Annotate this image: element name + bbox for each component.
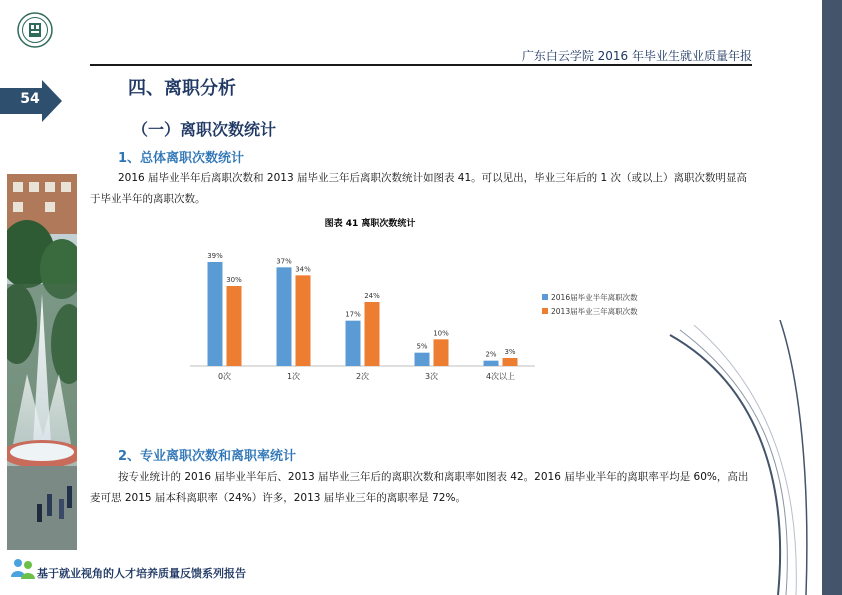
decorative-swoosh-lines: [660, 320, 822, 595]
category-label: 0次: [217, 372, 232, 381]
bar-2016-3: [415, 353, 430, 366]
data-label: 24%: [364, 292, 380, 300]
subsection-heading: （一）离职次数统计: [132, 120, 277, 139]
data-label: 34%: [295, 265, 311, 274]
people-icon: [10, 557, 36, 581]
chart-title: 图表 41 离职次数统计: [324, 219, 416, 229]
school-seal-logo: [17, 12, 53, 48]
header-rule: [90, 64, 752, 66]
bar-2013-1: [296, 275, 311, 366]
page-number: 54: [20, 91, 40, 107]
part1-heading: 1、总体离职次数统计: [118, 151, 245, 166]
data-label: 10%: [433, 329, 449, 338]
bar-2013-0: [227, 286, 242, 366]
legend-label: 2013届毕业三年离职次数: [551, 307, 638, 316]
report-title: 广东白云学院 2016 年毕业生就业质量年报: [521, 49, 752, 63]
footer-text: 基于就业视角的人才培养质量反馈系列报告: [37, 567, 246, 580]
bar-2016-1: [277, 267, 292, 366]
data-label: 2%: [485, 350, 497, 359]
data-label: 37%: [276, 257, 292, 266]
bar-2016-4: [484, 361, 499, 366]
data-label: 5%: [416, 342, 428, 351]
campus-fountain-photo: [7, 174, 77, 550]
category-label: 4次以上: [485, 372, 516, 381]
category-label: 1次: [286, 372, 301, 381]
data-label: 30%: [226, 276, 242, 284]
legend-label: 2016届毕业半年离职次数: [551, 293, 638, 302]
bar-2013-2: [365, 302, 380, 366]
turnover-count-bar-chart: [180, 228, 700, 390]
data-label: 39%: [207, 252, 223, 260]
data-label: 3%: [504, 348, 516, 356]
category-label: 2次: [355, 372, 370, 381]
section-heading: 四、离职分析: [128, 78, 236, 99]
part1-paragraph: 2016 届毕业半年后离职次数和 2013 届毕业三年后离职次数统计如图表 41。可以见出，毕业三年后的 1 次（或以上）离职次数明显高于毕业半年的离职次数。: [90, 172, 748, 205]
right-edge-strip: [822, 0, 842, 595]
bar-2013-3: [434, 339, 449, 366]
part2-heading: 2、专业离职次数和离职率统计: [118, 449, 297, 464]
legend-swatch: [542, 294, 548, 300]
category-label: 3次: [424, 372, 439, 381]
legend-swatch: [542, 308, 548, 314]
data-label: 17%: [345, 310, 361, 319]
part2-paragraph: 按专业统计的 2016 届毕业半年后、2013 届毕业三年后的离职次数和离职率如图表 42。2016 届毕业半年的离职率平均是 60%，高出麦可思 2015 届本科离职率（24%）许多，2013 届毕业三年的离职率是 72%。: [90, 471, 749, 504]
bar-2016-0: [208, 262, 223, 366]
bar-2013-4: [503, 358, 518, 366]
bar-2016-2: [346, 321, 361, 366]
